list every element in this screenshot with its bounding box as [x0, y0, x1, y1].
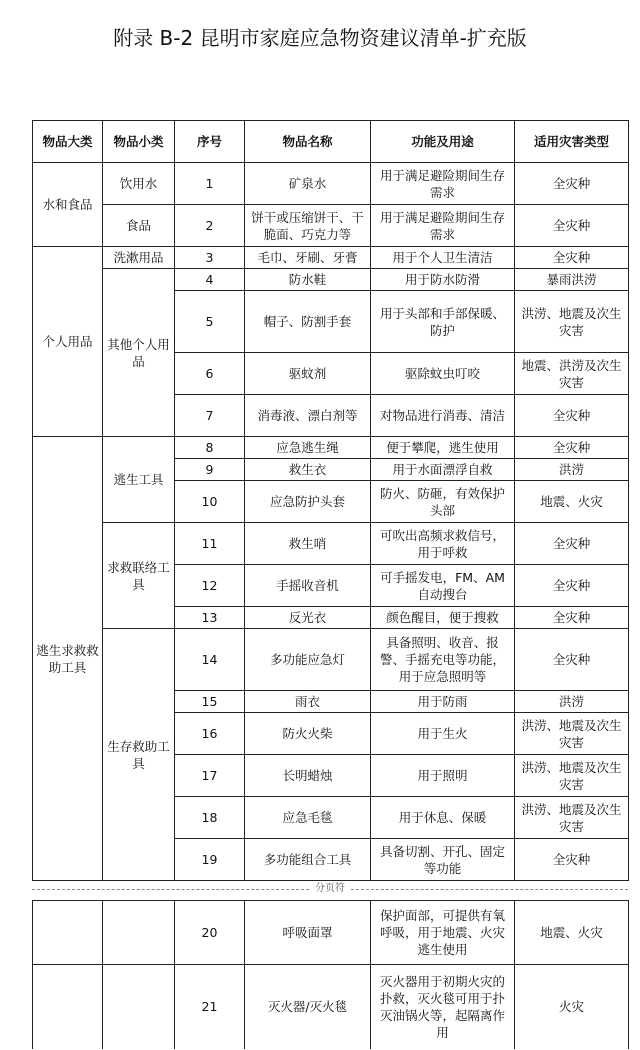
table-row — [33, 523, 629, 565]
item-name-cell: 灭火器/灭火毯 — [245, 965, 371, 1049]
disaster-cell: 洪涝 — [515, 459, 629, 481]
function-cell: 保护面部，可提供有氧呼吸，用于地震、火灾逃生使用 — [371, 901, 515, 965]
number-cell: 18 — [175, 797, 245, 839]
table-row — [33, 247, 629, 269]
disaster-cell: 火灾 — [515, 965, 629, 1049]
disaster-cell: 全灾种 — [515, 523, 629, 565]
disaster-cell: 全灾种 — [515, 395, 629, 437]
header-number: 序号 — [175, 121, 245, 163]
item-name-cell: 反光衣 — [245, 607, 371, 629]
function-cell: 用于防雨 — [371, 691, 515, 713]
header-category: 物品大类 — [33, 121, 103, 163]
function-cell: 防火、防砸，有效保护头部 — [371, 481, 515, 523]
function-cell: 用于照明 — [371, 755, 515, 797]
subcategory-cell: 求救联络工具 — [103, 523, 175, 629]
table-row — [33, 269, 629, 291]
item-name-cell: 帽子、防割手套 — [245, 291, 371, 353]
disaster-cell: 全灾种 — [515, 437, 629, 459]
function-cell: 用于满足避险期间生存需求 — [371, 205, 515, 247]
table-row — [33, 163, 629, 205]
item-name-cell: 饼干或压缩饼干、干脆面、巧克力等 — [245, 205, 371, 247]
function-cell: 便于攀爬，逃生使用 — [371, 437, 515, 459]
number-cell: 17 — [175, 755, 245, 797]
function-cell: 用于个人卫生清洁 — [371, 247, 515, 269]
number-cell: 16 — [175, 713, 245, 755]
table-row — [33, 205, 629, 247]
category-cell: 个人用品 — [33, 247, 103, 437]
subcategory-cell: 其他个人用品 — [103, 269, 175, 437]
item-name-cell: 矿泉水 — [245, 163, 371, 205]
subcategory-cell — [103, 901, 175, 965]
item-name-cell: 多功能组合工具 — [245, 839, 371, 881]
number-cell: 3 — [175, 247, 245, 269]
subcategory-cell: 逃生工具 — [103, 437, 175, 523]
item-name-cell: 呼吸面罩 — [245, 901, 371, 965]
disaster-cell: 全灾种 — [515, 565, 629, 607]
disaster-cell: 洪涝、地震及次生灾害 — [515, 797, 629, 839]
number-cell: 14 — [175, 629, 245, 691]
table-row — [33, 629, 629, 691]
function-cell: 可手摇发电，FM、AM自动搜台 — [371, 565, 515, 607]
number-cell: 1 — [175, 163, 245, 205]
number-cell: 12 — [175, 565, 245, 607]
subcategory-cell — [103, 965, 175, 1049]
disaster-cell: 洪涝、地震及次生灾害 — [515, 755, 629, 797]
item-name-cell: 毛巾、牙刷、牙膏 — [245, 247, 371, 269]
subcategory-cell: 生存救助工具 — [103, 629, 175, 881]
number-cell: 2 — [175, 205, 245, 247]
supplies-table-continued — [32, 900, 629, 1049]
table-row — [33, 901, 629, 965]
number-cell: 8 — [175, 437, 245, 459]
item-name-cell: 雨衣 — [245, 691, 371, 713]
disaster-cell: 全灾种 — [515, 163, 629, 205]
disaster-cell: 全灾种 — [515, 247, 629, 269]
item-name-cell: 手摇收音机 — [245, 565, 371, 607]
disaster-cell: 暴雨洪涝 — [515, 269, 629, 291]
category-cell — [33, 901, 103, 965]
category-cell — [33, 965, 103, 1049]
function-cell: 用于满足避险期间生存需求 — [371, 163, 515, 205]
table-header-row — [33, 121, 629, 163]
subcategory-cell: 洗漱用品 — [103, 247, 175, 269]
header-disaster-type: 适用灾害类型 — [515, 121, 629, 163]
item-name-cell: 应急毛毯 — [245, 797, 371, 839]
function-cell: 用于水面漂浮自救 — [371, 459, 515, 481]
item-name-cell: 救生哨 — [245, 523, 371, 565]
function-cell: 对物品进行消毒、清洁 — [371, 395, 515, 437]
number-cell: 13 — [175, 607, 245, 629]
item-name-cell: 多功能应急灯 — [245, 629, 371, 691]
number-cell: 21 — [175, 965, 245, 1049]
category-cell: 水和食品 — [33, 163, 103, 247]
disaster-cell: 洪涝 — [515, 691, 629, 713]
function-cell: 用于头部和手部保暖、防护 — [371, 291, 515, 353]
function-cell: 灭火器用于初期火灾的扑救，灭火毯可用于扑灭油锅火等，起隔离作用 — [371, 965, 515, 1049]
header-subcategory: 物品小类 — [103, 121, 175, 163]
disaster-cell: 地震、洪涝及次生灾害 — [515, 353, 629, 395]
header-item-name: 物品名称 — [245, 121, 371, 163]
page-break-label: 分页符 — [309, 882, 351, 896]
item-name-cell: 防火火柴 — [245, 713, 371, 755]
item-name-cell: 救生衣 — [245, 459, 371, 481]
subcategory-cell: 食品 — [103, 205, 175, 247]
number-cell: 11 — [175, 523, 245, 565]
header-function: 功能及用途 — [371, 121, 515, 163]
function-cell: 用于防水防滑 — [371, 269, 515, 291]
disaster-cell: 全灾种 — [515, 607, 629, 629]
subcategory-cell: 饮用水 — [103, 163, 175, 205]
number-cell: 9 — [175, 459, 245, 481]
function-cell: 具备切割、开孔、固定等功能 — [371, 839, 515, 881]
number-cell: 4 — [175, 269, 245, 291]
number-cell: 10 — [175, 481, 245, 523]
number-cell: 20 — [175, 901, 245, 965]
page-break — [32, 882, 628, 896]
function-cell: 驱除蚊虫叮咬 — [371, 353, 515, 395]
category-cell: 逃生求救救助工具 — [33, 437, 103, 881]
function-cell: 颜色醒目，便于搜救 — [371, 607, 515, 629]
item-name-cell: 防水鞋 — [245, 269, 371, 291]
number-cell: 15 — [175, 691, 245, 713]
disaster-cell: 洪涝、地震及次生灾害 — [515, 713, 629, 755]
disaster-cell: 地震、火灾 — [515, 481, 629, 523]
disaster-cell: 洪涝、地震及次生灾害 — [515, 291, 629, 353]
table-row — [33, 437, 629, 459]
disaster-cell: 全灾种 — [515, 839, 629, 881]
number-cell: 7 — [175, 395, 245, 437]
function-cell: 具备照明、收音、报警、手摇充电等功能，用于应急照明等 — [371, 629, 515, 691]
function-cell: 可吹出高频求救信号，用于呼救 — [371, 523, 515, 565]
page-title: 附录 B-2 昆明市家庭应急物资建议清单-扩充版 — [113, 26, 527, 50]
number-cell: 19 — [175, 839, 245, 881]
number-cell: 5 — [175, 291, 245, 353]
item-name-cell: 应急防护头套 — [245, 481, 371, 523]
function-cell: 用于生火 — [371, 713, 515, 755]
disaster-cell: 地震、火灾 — [515, 901, 629, 965]
item-name-cell: 应急逃生绳 — [245, 437, 371, 459]
function-cell: 用于休息、保暖 — [371, 797, 515, 839]
disaster-cell: 全灾种 — [515, 629, 629, 691]
disaster-cell: 全灾种 — [515, 205, 629, 247]
supplies-table — [32, 120, 629, 881]
number-cell: 6 — [175, 353, 245, 395]
item-name-cell: 长明蜡烛 — [245, 755, 371, 797]
table-row — [33, 965, 629, 1049]
item-name-cell: 消毒液、漂白剂等 — [245, 395, 371, 437]
item-name-cell: 驱蚊剂 — [245, 353, 371, 395]
